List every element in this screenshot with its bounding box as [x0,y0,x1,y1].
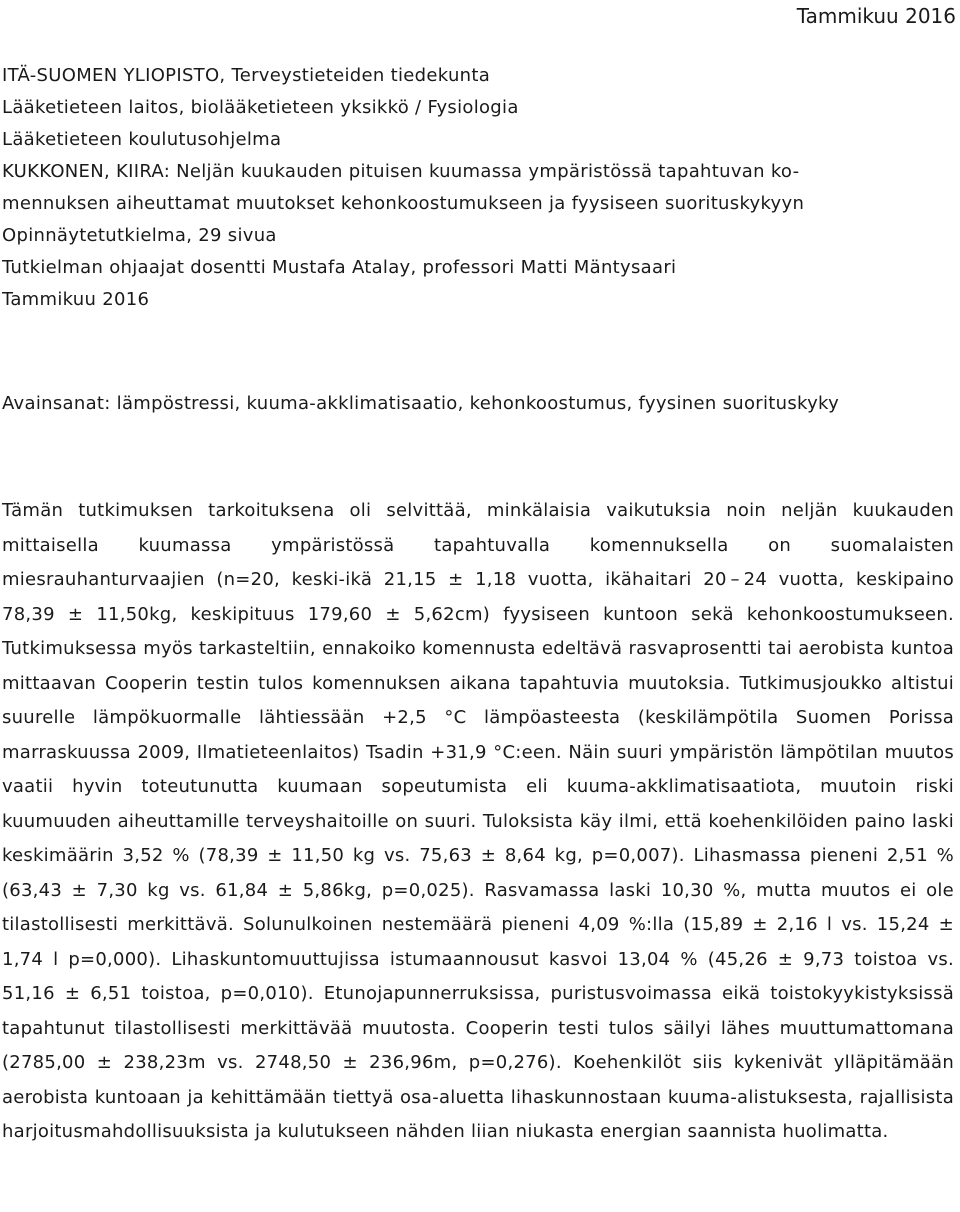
title-continuation-line: mennuksen aiheuttamat muutokset kehonkoostumukseen ja fyysiseen suorituskykyyn [2,193,805,214]
degree-programme-line: Lääketieteen koulutusohjelma [2,129,282,150]
supervisors-line: Tutkielman ohjaajat dosentti Mustafa Atalay, professori Matti Mäntysaari [2,257,677,278]
abstract-paragraph: Tämän tutkimuksen tarkoituksena oli selvittää, minkälaisia vaikutuksia noin neljän kuukauden mittaisella kuumassa ympäristössä tapahtuvalla komennuksella on suomalaisten miesrauhanturvaajien (n=20, keski-ikä 21,15 ± 1,18 vuotta, ikähaitari 20 – 24 vuotta, keskipaino 78,39 ± 11,50kg, keskipituus 179,60 ± 5,62cm) fyysiseen kuntoon sekä kehonkoostumukseen. Tutkimuksessa myös tarkasteltiin, ennakoiko komennusta edeltävä rasvaprosentti tai aerobista kuntoa mittaavan Cooperin testin tulos komennuksen aikana tapahtuvia muutoksia. Tutkimusjoukko altistui suurelle lämpökuormalle lähtiessään +2,5 °C lämpöasteesta (keskilämpötila Suomen Porissa marraskuussa 2009, Ilmatieteenlaitos) Tsadin +31,9 °C:een. Näin suuri ympäristön lämpötilan muutos vaatii hyvin toteutunutta kuumaan sopeutumista eli kuuma-akklimatisaatiota, muutoin riski kuumuuden aiheuttamille terveyshaitoille on suuri. Tuloksista käy ilmi, että koehenkilöiden paino laski keskimäärin 3,52 % (78,39 ± 11,50 kg vs. 75,63 ± 8,64 kg, p=0,007). Lihasmassa pieneni 2,51 % (63,43 ± 7,30 kg vs. 61,84 ± 5,86kg, p=0,025). Rasvamassa laski 10,30 %, mutta muutos ei ole tilastollisesti merkittävä. Solunulkoinen nestemäärä pieneni 4,09 %:lla (15,89 ± 2,16 l vs. 15,24 ± 1,74 l p=0,000). Lihaskuntomuuttujissa istumaannousut kasvoi 13,04 % (45,26 ± 9,73 toistoa vs. 51,16 ± 6,51 toistoa, p=0,010). Etunojapunnerruksissa, puristusvoimassa eikä toistokyykistyksissä tapahtunut tilastollisesti merkittävää muutosta. Cooperin testi tulos säilyi lähes muuttumattomana (2785,00 ± 238,23m vs. 2748,50 ± 236,96m, p=0,276). Koehenkilöt siis kykenivät ylläpitämään aerobista kuntoaan ja kehittämään tiettyä osa-aluetta lihaskunnostaan kuuma-alistuksesta, rajallisista harjoitusmahdollisuuksista ja kulutukseen nähden liian niukasta energian saannista huolimatta. [2,500,954,1142]
thesis-metadata [2,60,952,316]
date-line: Tammikuu 2016 [2,289,150,310]
page-header-date: Tammikuu 2016 [796,4,956,28]
university-faculty-line: ITÄ-SUOMEN YLIOPISTO, Terveystieteiden tiedekunta [2,65,491,86]
keywords-line: Avainsanat: lämpöstressi, kuuma-akklimatisaatio, kehonkoostumus, fyysinen suorituskyky [2,393,840,414]
author-title-line: KUKKONEN, KIIRA: Neljän kuukauden pituisen kuumassa ympäristössä tapahtuvan ko- [2,161,800,182]
department-line: Lääketieteen laitos, biolääketieteen yksikkö / Fysiologia [2,97,519,118]
thesis-type-pages-line: Opinnäytetutkielma, 29 sivua [2,225,277,246]
